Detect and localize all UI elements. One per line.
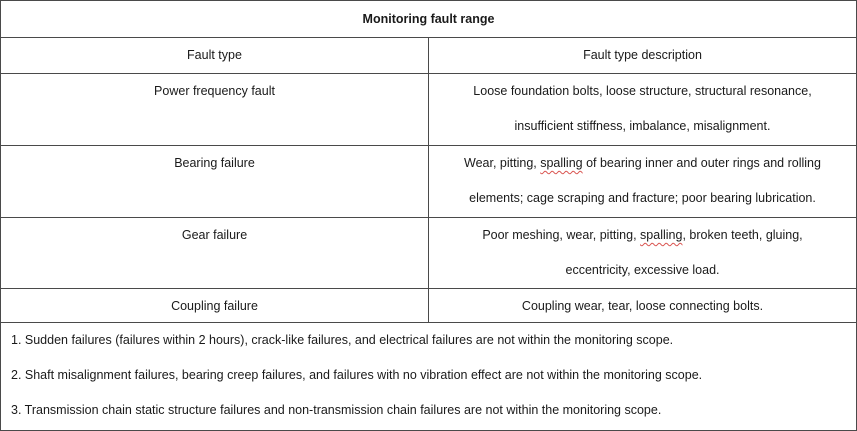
table-title-row <box>1 1 856 38</box>
spellcheck-flagged-word: spalling <box>540 156 583 170</box>
fault-description-cell <box>429 146 856 217</box>
description-line: insufficient stiffness, imbalance, misalignment. <box>514 119 771 133</box>
note-item: 3. Transmission chain static structure failures and non-transmission chain failures are not within the monitoring scope. <box>11 403 662 417</box>
description-text: of bearing inner and outer rings and rolling <box>582 156 821 170</box>
table-row <box>1 146 856 218</box>
description-line: eccentricity, excessive load. <box>565 263 720 277</box>
description-text: Wear, pitting, <box>464 156 541 170</box>
description-line <box>429 146 856 181</box>
description-text: Poor meshing, wear, pitting, <box>482 228 641 242</box>
note-item: 1. Sudden failures (failures within 2 hours), crack-like failures, and electrical failures are not within the monitoring scope. <box>11 333 674 347</box>
fault-type-cell <box>1 146 429 217</box>
fault-description-cell <box>429 289 856 322</box>
fault-type-cell <box>1 74 429 145</box>
notes-section <box>1 323 856 428</box>
description-line: Loose foundation bolts, loose structure, structural resonance, <box>473 84 812 98</box>
description-line: Coupling wear, tear, loose connecting bolts. <box>521 299 764 313</box>
table-header-row <box>1 38 856 74</box>
header-fault-type: Fault type <box>1 38 429 73</box>
note-item: 2. Shaft misalignment failures, bearing creep failures, and failures with no vibration effect are not within the monitoring scope. <box>11 368 703 382</box>
description-line <box>429 218 856 253</box>
fault-type-text: Power frequency fault <box>154 84 275 98</box>
table-row <box>1 289 856 323</box>
spellcheck-flagged-word: spalling <box>640 228 683 242</box>
fault-type-cell <box>1 218 429 288</box>
fault-type-text: Coupling failure <box>171 299 258 313</box>
description-line: elements; cage scraping and fracture; poor bearing lubrication. <box>469 191 816 205</box>
header-fault-description: Fault type description <box>583 48 702 62</box>
table-title: Monitoring fault range <box>362 12 495 26</box>
fault-description-cell <box>429 74 856 145</box>
fault-type-cell <box>1 289 429 322</box>
table-row <box>1 74 856 146</box>
description-text: , broken teeth, gluing, <box>682 228 803 242</box>
fault-description-cell <box>429 218 856 288</box>
fault-type-text: Gear failure <box>181 228 248 242</box>
table-row <box>1 218 856 289</box>
fault-type-text: Bearing failure <box>174 156 255 170</box>
